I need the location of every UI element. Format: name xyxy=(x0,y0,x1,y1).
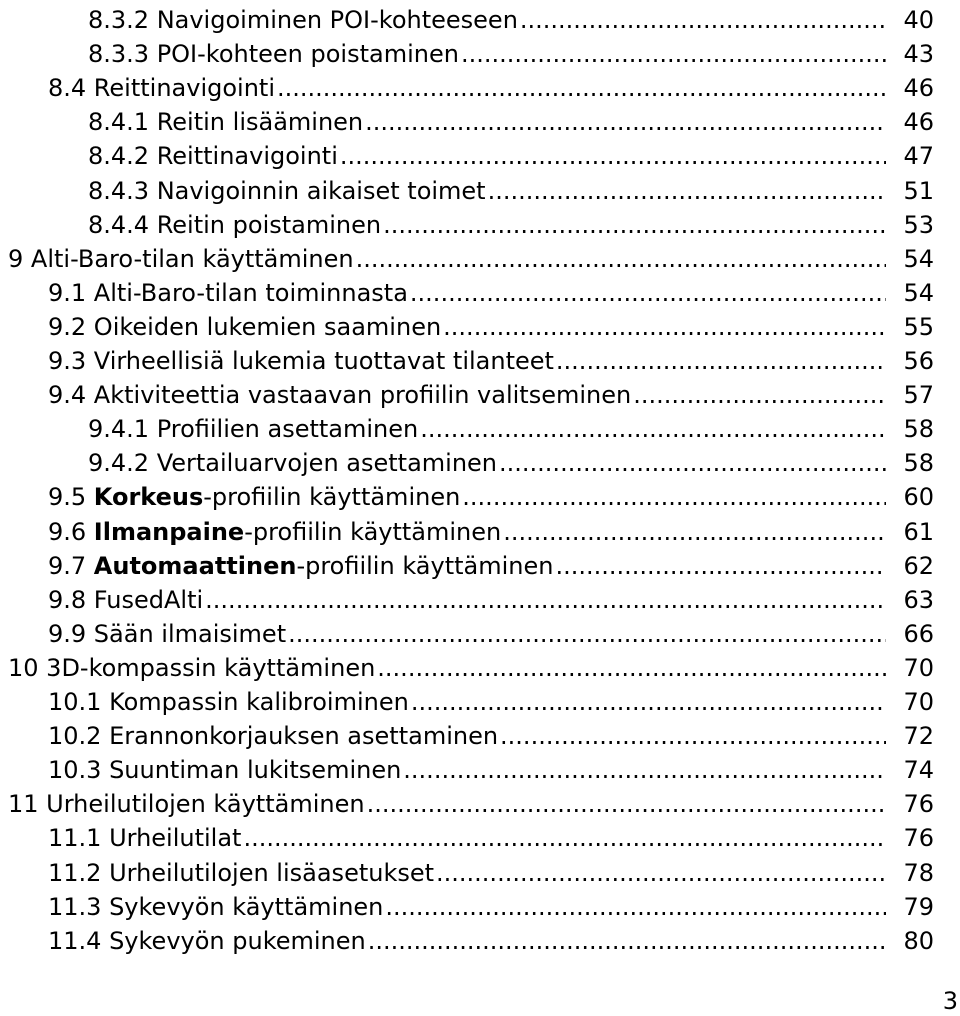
toc-entry[interactable] xyxy=(48,378,934,412)
toc-entry-title xyxy=(48,480,460,514)
dot-leader xyxy=(277,71,886,105)
toc-entry-page-number: 51 xyxy=(903,176,934,205)
toc-entry-title xyxy=(48,310,441,344)
toc-entry[interactable] xyxy=(48,310,934,344)
toc-entry-title-text: 8.4.4 Reitin poistaminen xyxy=(88,210,382,239)
toc-entry-title xyxy=(48,890,383,924)
toc-entry-title xyxy=(8,651,375,685)
toc-entry[interactable] xyxy=(48,617,934,651)
toc-entry-title-text: 8.4.2 Reittinavigointi xyxy=(88,142,338,171)
toc-entry[interactable] xyxy=(48,753,934,787)
toc-entry-page-number: 66 xyxy=(903,619,934,648)
toc-entry-title xyxy=(88,37,459,71)
toc-entry[interactable] xyxy=(48,719,934,753)
toc-entry[interactable] xyxy=(88,446,934,480)
toc-entry-page-number: 70 xyxy=(903,653,934,682)
toc-entry-title xyxy=(88,446,497,480)
dot-leader xyxy=(499,446,886,480)
toc-entry-title-text: 11.3 Sykevyön käyttäminen xyxy=(48,892,384,921)
toc-entry-page-number: 40 xyxy=(903,6,934,34)
toc-entry[interactable] xyxy=(48,480,934,514)
dot-leader xyxy=(368,924,886,958)
toc-entry-page-number: 54 xyxy=(903,278,934,307)
toc-entry-page-number: 70 xyxy=(903,688,934,716)
dot-leader xyxy=(243,821,886,855)
toc-entry-title-text: 11.2 Urheilutilojen lisäasetukset xyxy=(48,858,435,887)
toc-entry[interactable] xyxy=(88,174,934,208)
toc-entry-page-number: 76 xyxy=(903,824,934,853)
toc-entry-title-text: 9.7 xyxy=(48,551,94,580)
dot-leader xyxy=(383,208,886,242)
toc-entry[interactable] xyxy=(48,924,934,958)
toc-entry[interactable] xyxy=(8,651,934,685)
toc-entry-page-number: 80 xyxy=(903,926,934,955)
toc-entry-title-text: 9.2 Oikeiden lukemien saaminen xyxy=(48,312,442,341)
dot-leader xyxy=(411,685,886,719)
dot-leader xyxy=(385,890,886,924)
toc-entry[interactable] xyxy=(88,37,934,71)
toc-entry-title-text: 9.1 Alti-Baro-tilan toiminnasta xyxy=(48,278,408,307)
toc-entry-title xyxy=(48,617,286,651)
dot-leader xyxy=(288,617,886,651)
toc-entry-title-text: 11.4 Sykevyön pukeminen xyxy=(48,926,366,955)
dot-leader xyxy=(367,787,886,821)
toc-entry-page-number: 58 xyxy=(903,449,934,478)
dot-leader xyxy=(443,310,886,344)
toc-entry-title-text: 8.4 Reittinavigointi xyxy=(48,74,275,103)
dot-leader xyxy=(340,139,886,173)
dot-leader xyxy=(555,549,886,583)
dot-leader xyxy=(488,174,886,208)
toc-entry-title-text: 8.3.3 POI-kohteen poistaminen xyxy=(88,40,459,69)
toc-entry-title-text: 9 Alti-Baro-tilan käyttäminen xyxy=(8,244,354,273)
toc-entry[interactable] xyxy=(88,3,934,37)
toc-entry-page-number: 79 xyxy=(903,892,934,921)
toc-entry[interactable] xyxy=(48,583,934,617)
dot-leader xyxy=(556,344,886,378)
toc-entry[interactable] xyxy=(48,890,934,924)
toc-entry-title xyxy=(48,685,409,719)
toc-entry-title-text: 10 3D-kompassin käyttäminen xyxy=(8,653,376,682)
toc-entry-title-text: 11.1 Urheilutilat xyxy=(48,824,242,853)
toc-entry-title xyxy=(48,378,631,412)
toc-entry-title-text: 9.4.2 Vertailuarvojen asettaminen xyxy=(88,449,498,478)
toc-entry-title-suffix: -profiilin käyttäminen xyxy=(296,551,554,580)
toc-entry-page-number: 76 xyxy=(903,790,934,819)
toc-entry-title xyxy=(48,821,241,855)
toc-entry[interactable] xyxy=(48,685,934,719)
toc-entry-title xyxy=(48,344,554,378)
toc-entry-title xyxy=(48,515,501,549)
dot-leader xyxy=(365,105,886,139)
dot-leader xyxy=(356,242,886,276)
dot-leader xyxy=(633,378,886,412)
dot-leader xyxy=(461,37,886,71)
toc-entry[interactable] xyxy=(88,139,934,173)
toc-entry-page-number: 62 xyxy=(903,551,934,580)
toc-entry-page-number: 47 xyxy=(903,142,934,171)
toc-entry-title xyxy=(48,71,275,105)
toc-entry-title-text: 8.4.1 Reitin lisääminen xyxy=(88,108,364,137)
dot-leader xyxy=(377,651,886,685)
dot-leader xyxy=(500,719,886,753)
toc-entry[interactable] xyxy=(48,515,934,549)
toc-entry-title xyxy=(48,753,401,787)
toc-entry-page-number: 43 xyxy=(903,40,934,69)
toc-entry-title-suffix: -profiilin käyttäminen xyxy=(203,483,461,512)
toc-entry-page-number: 54 xyxy=(903,244,934,273)
toc-entry[interactable] xyxy=(88,208,934,242)
toc-entry-title-text: 8.4.3 Navigoinnin aikaiset toimet xyxy=(88,176,486,205)
toc-entry-title xyxy=(88,412,418,446)
toc-entry-title-text: 9.8 FusedAlti xyxy=(48,585,204,614)
toc-entry[interactable] xyxy=(48,276,934,310)
toc-entry-page-number: 60 xyxy=(903,483,934,512)
toc-entry-title xyxy=(88,139,338,173)
dot-leader xyxy=(420,412,886,446)
toc-entry-page-number: 57 xyxy=(903,381,934,410)
toc-entry-title xyxy=(48,549,553,583)
toc-entry-title-emphasis: Korkeus xyxy=(93,483,204,512)
toc-entry-title-text: 9.5 xyxy=(48,483,94,512)
toc-entry[interactable] xyxy=(48,71,934,105)
toc-entry-title xyxy=(48,583,203,617)
toc-entry-title xyxy=(8,242,354,276)
toc-entry-title-text: 9.9 Sään ilmaisimet xyxy=(48,619,287,648)
toc-entry-page-number: 78 xyxy=(903,858,934,887)
toc-entry-page-number: 55 xyxy=(903,312,934,341)
toc-entry-title xyxy=(48,924,366,958)
toc-entry-page-number: 53 xyxy=(903,210,934,239)
toc-entry[interactable] xyxy=(48,821,934,855)
dot-leader xyxy=(436,856,886,890)
toc-entry-title-text: 11 Urheilutilojen käyttäminen xyxy=(8,790,365,819)
dot-leader xyxy=(520,3,886,37)
toc-entry[interactable] xyxy=(8,787,934,821)
toc-entry-title-text: 10.2 Erannonkorjauksen asettaminen xyxy=(48,722,499,751)
toc-entry-title xyxy=(48,719,498,753)
toc-entry-title xyxy=(88,3,518,37)
dot-leader xyxy=(410,276,886,310)
toc-entry[interactable] xyxy=(48,856,934,890)
toc-entry-page-number: 58 xyxy=(903,415,934,444)
toc-entry-page-number: 56 xyxy=(903,347,934,375)
dot-leader xyxy=(503,515,886,549)
toc-entry-title-text: 9.4 Aktiviteettia vastaavan profiilin valitseminen xyxy=(48,381,632,410)
toc-entry[interactable] xyxy=(48,344,934,378)
toc-entry[interactable] xyxy=(88,105,934,139)
toc-entry-page-number: 72 xyxy=(903,722,934,751)
toc-entry-title-emphasis: Automaattinen xyxy=(93,551,297,580)
toc-entry-title xyxy=(88,174,486,208)
toc-entry-page-number: 46 xyxy=(903,108,934,137)
toc-entry-title xyxy=(48,276,408,310)
toc-entry-page-number: 46 xyxy=(903,74,934,103)
toc-entry-page-number: 63 xyxy=(903,585,934,614)
toc-entry[interactable] xyxy=(8,242,934,276)
toc-entry-title-suffix: -profiilin käyttäminen xyxy=(244,517,502,546)
toc-entry[interactable] xyxy=(88,412,934,446)
toc-entry-page-number: 61 xyxy=(903,517,934,546)
toc-entry-title xyxy=(48,856,434,890)
toc-entry-title-text: 8.3.2 Navigoiminen POI-kohteeseen xyxy=(88,6,518,34)
toc-entry-title-text: 9.4.1 Profiilien asettaminen xyxy=(88,415,419,444)
toc-entry-title-emphasis: Ilmanpaine xyxy=(93,517,245,546)
toc-entry-title-text: 10.3 Suuntiman lukitseminen xyxy=(48,756,402,785)
toc-entry-title xyxy=(88,105,363,139)
toc-entry-title-text: 9.6 xyxy=(48,517,94,546)
toc-entry-title xyxy=(8,787,365,821)
toc-entry-title-text: 9.3 Virheellisiä lukemia tuottavat tilanteet xyxy=(48,347,554,375)
toc-entry-title xyxy=(88,208,381,242)
dot-leader xyxy=(205,583,886,617)
toc-entry-page-number: 74 xyxy=(903,756,934,785)
toc-entry-title-text: 10.1 Kompassin kalibroiminen xyxy=(48,688,409,716)
dot-leader xyxy=(403,753,886,787)
toc-entry[interactable] xyxy=(48,549,934,583)
dot-leader xyxy=(462,480,886,514)
page-number: 3 xyxy=(942,987,958,1015)
